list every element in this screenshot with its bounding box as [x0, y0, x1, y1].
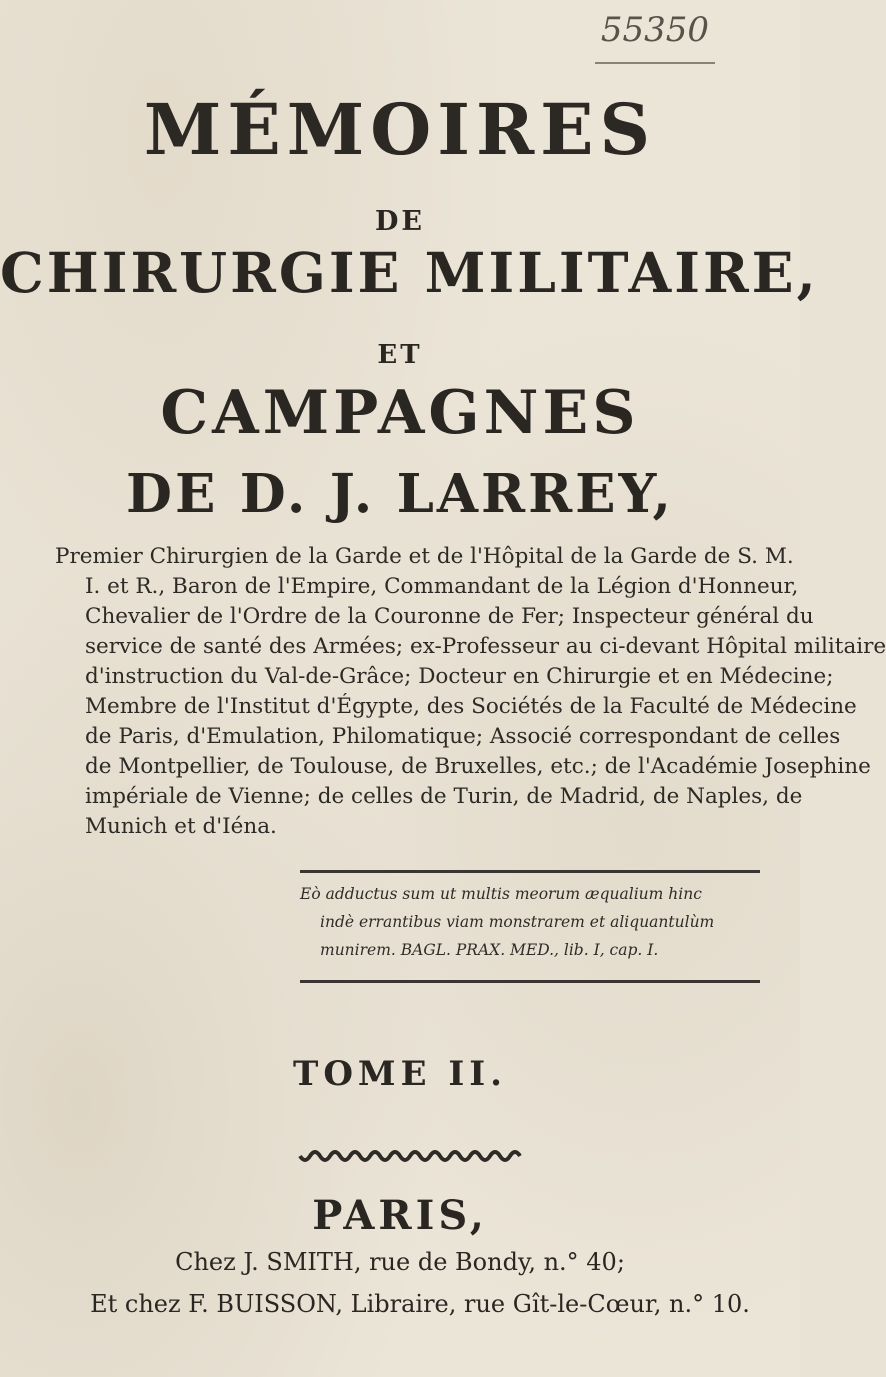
epigraph-line: Eò adductus sum ut multis meorum æqualium hinc — [300, 885, 702, 903]
description-line: de Paris, d'Emulation, Philomatique; Associé correspondant de celles — [85, 724, 841, 749]
title-et: ET — [377, 340, 423, 370]
description-line: d'instruction du Val-de-Grâce; Docteur en Chirurgie et en Médecine; — [85, 664, 834, 689]
title-campagnes: CAMPAGNES — [160, 378, 640, 448]
author-description — [55, 542, 886, 842]
description-line: Munich et d'Iéna. — [85, 814, 277, 839]
title-chirurgie-militaire: CHIRURGIE MILITAIRE, — [0, 240, 819, 305]
title-memoires: MÉMOIRES — [143, 88, 657, 171]
epigraph-line: munirem. BAGL. PRAX. MED., lib. I, cap. I. — [320, 941, 659, 959]
description-line: Chevalier de l'Ordre de la Couronne de Fer; Inspecteur général du — [85, 604, 814, 629]
epigraph-line: indè errantibus viam monstrarem et aliquantulùm — [320, 913, 715, 931]
publisher-line-1: Chez J. SMITH, rue de Bondy, n.° 40; — [175, 1248, 625, 1276]
epigraph-top-rule — [300, 870, 760, 873]
description-line: service de santé des Armées; ex-Professeur au ci-devant Hôpital militaire — [85, 634, 886, 659]
library-stamp: 55350 — [595, 10, 715, 64]
epigraph-bottom-rule — [300, 980, 760, 983]
description-line: I. et R., Baron de l'Empire, Commandant de la Légion d'Honneur, — [85, 574, 799, 599]
publisher-line-2: Et chez F. BUISSON, Libraire, rue Gît-le-Cœur, n.° 10. — [90, 1290, 750, 1318]
description-line: Premier Chirurgien de la Garde et de l'Hôpital de la Garde de S. M. — [55, 544, 794, 569]
description-line: de Montpellier, de Toulouse, de Bruxelles, etc.; de l'Académie Josephine — [85, 754, 871, 779]
volume-number: TOME II. — [293, 1054, 507, 1094]
description-line: Membre de l'Institut d'Égypte, des Sociétés de la Faculté de Médecine — [85, 694, 857, 719]
description-line: impériale de Vienne; de celles de Turin, de Madrid, de Naples, de — [85, 784, 803, 809]
epigraph — [300, 880, 760, 964]
ornamental-wavy-rule — [300, 1152, 520, 1164]
title-de: DE — [375, 206, 425, 237]
imprint-city: PARIS, — [312, 1192, 488, 1239]
title-author: DE D. J. LARREY, — [126, 463, 674, 525]
